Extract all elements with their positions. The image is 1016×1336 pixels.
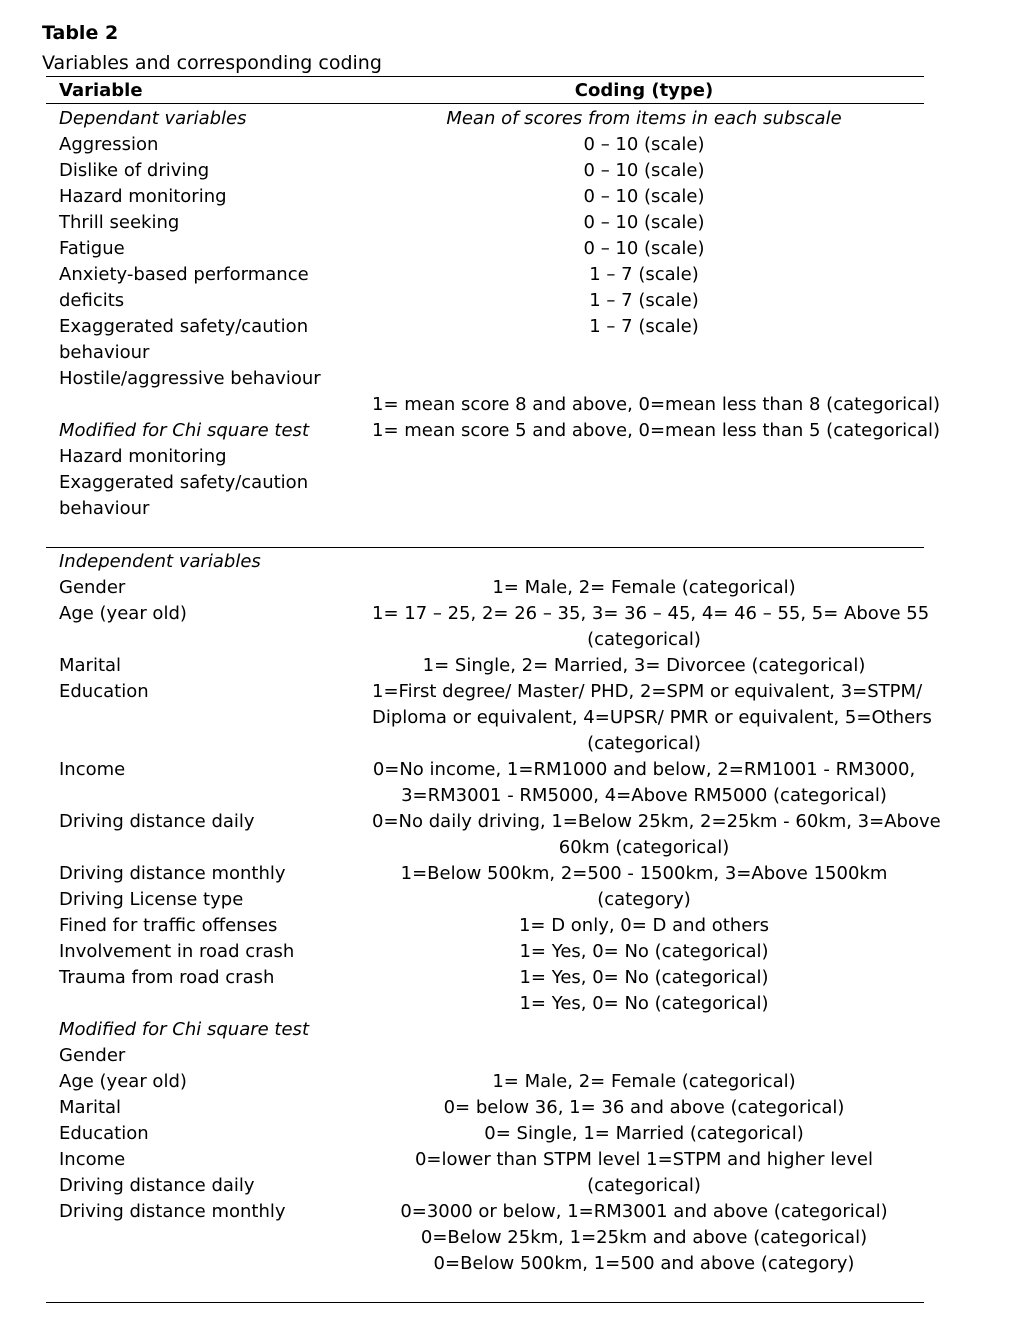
table-cell: behaviour bbox=[59, 498, 150, 519]
table-cell bbox=[59, 835, 379, 861]
table-cell: 1=Below 500km, 2=500 - 1500km, 3=Above 1500km bbox=[400, 863, 888, 884]
table-cell: Modified for Chi square test bbox=[59, 420, 309, 441]
table-cell: 1 – 7 (scale) bbox=[589, 290, 699, 311]
table-cell: Diploma or equivalent, 4=UPSR/ PMR or equivalent, 5=Others bbox=[372, 707, 932, 728]
table-cell: 1= mean score 5 and above, 0=mean less than 5 (categorical) bbox=[372, 420, 941, 441]
table-cell bbox=[59, 392, 379, 418]
table-cell: Gender bbox=[59, 577, 126, 598]
table-cell: 1= Male, 2= Female (categorical) bbox=[492, 1071, 796, 1092]
table-cell: 0=Below 25km, 1=25km and above (categorical) bbox=[420, 1227, 868, 1248]
table-cell: Age (year old) bbox=[59, 1071, 187, 1092]
table-cell bbox=[59, 705, 379, 731]
table-cell: Exaggerated safety/caution bbox=[59, 472, 309, 493]
bottom-rule bbox=[46, 1302, 924, 1303]
table-cell: 0=No income, 1=RM1000 and below, 2=RM1001 - RM3000, bbox=[372, 759, 916, 780]
table-cell: 0 – 10 (scale) bbox=[583, 238, 705, 259]
independent-coding-column bbox=[372, 549, 941, 1277]
table-cell: Independent variables bbox=[59, 551, 261, 572]
table-cell: 1= Male, 2= Female (categorical) bbox=[492, 577, 796, 598]
table-cell: Hazard monitoring bbox=[59, 446, 227, 467]
table-cell: Age (year old) bbox=[59, 603, 187, 624]
table-cell: 1= 17 – 25, 2= 26 – 35, 3= 36 – 45, 4= 46 – 55, 5= Above 55 bbox=[372, 603, 930, 624]
table-cell: 60km (categorical) bbox=[558, 837, 730, 858]
table-cell bbox=[372, 340, 916, 366]
table-cell: Marital bbox=[59, 655, 122, 676]
table-cell: 0 – 10 (scale) bbox=[583, 160, 705, 181]
table-cell: 1=First degree/ Master/ PHD, 2=SPM or equivalent, 3=STPM/ bbox=[372, 681, 923, 702]
table-cell: 0= Single, 1= Married (categorical) bbox=[484, 1123, 804, 1144]
table-cell: 1= Single, 2= Married, 3= Divorcee (categorical) bbox=[422, 655, 866, 676]
table-cell bbox=[372, 549, 916, 575]
table-cell: Dependant variables bbox=[59, 108, 247, 129]
table-cell: behaviour bbox=[59, 342, 150, 363]
table-cell: Dislike of driving bbox=[59, 160, 210, 181]
table-cell: 0=3000 or below, 1=RM3001 and above (categorical) bbox=[400, 1201, 888, 1222]
table-cell: 0 – 10 (scale) bbox=[583, 186, 705, 207]
table-cell: Mean of scores from items in each subscale bbox=[446, 108, 842, 129]
table-cell: (categorical) bbox=[587, 1175, 701, 1196]
table-cell: Trauma from road crash bbox=[59, 967, 275, 988]
table-cell: (category) bbox=[597, 889, 691, 910]
table-cell: Driving distance monthly bbox=[59, 863, 286, 884]
table-cell: Anxiety-based performance bbox=[59, 264, 309, 285]
table-cell: Driving distance monthly bbox=[59, 1201, 286, 1222]
table-cell: 0=No daily driving, 1=Below 25km, 2=25km - 60km, 3=Above bbox=[372, 811, 941, 832]
table-cell bbox=[372, 1017, 916, 1043]
table-cell: 1= Yes, 0= No (categorical) bbox=[519, 993, 769, 1014]
table-cell: Education bbox=[59, 681, 149, 702]
table-cell: 1= Yes, 0= No (categorical) bbox=[519, 967, 769, 988]
table-cell bbox=[372, 366, 916, 392]
table-cell: 0=lower than STPM level 1=STPM and higher level bbox=[414, 1149, 874, 1170]
table-cell: Marital bbox=[59, 1097, 122, 1118]
table-cell: 0= below 36, 1= 36 and above (categorical) bbox=[443, 1097, 845, 1118]
table-cell: 1 – 7 (scale) bbox=[589, 264, 699, 285]
table-cell: Education bbox=[59, 1123, 149, 1144]
table-cell bbox=[372, 1043, 916, 1069]
table-cell: Driving distance daily bbox=[59, 811, 255, 832]
table-cell: Modified for Chi square test bbox=[59, 1019, 309, 1040]
table-cell bbox=[59, 731, 379, 757]
table-cell: Thrill seeking bbox=[59, 212, 180, 233]
table-cell: (categorical) bbox=[587, 733, 701, 754]
table-cell: 1= D only, 0= D and others bbox=[518, 915, 770, 936]
table-cell: Exaggerated safety/caution bbox=[59, 316, 309, 337]
table-cell: 0=Below 500km, 1=500 and above (category) bbox=[433, 1253, 855, 1274]
table-cell: Hazard monitoring bbox=[59, 186, 227, 207]
table-cell: 1= Yes, 0= No (categorical) bbox=[519, 941, 769, 962]
table-cell: Aggression bbox=[59, 134, 159, 155]
table-cell: (categorical) bbox=[587, 629, 701, 650]
table-cell: Fatigue bbox=[59, 238, 125, 259]
table-cell: 0 – 10 (scale) bbox=[583, 134, 705, 155]
table-cell: 1 – 7 (scale) bbox=[589, 316, 699, 337]
table-cell: Driving distance daily bbox=[59, 1175, 255, 1196]
table-cell: Income bbox=[59, 759, 126, 780]
table-cell: Gender bbox=[59, 1045, 126, 1066]
table-cell bbox=[59, 627, 379, 653]
dependent-variables-column bbox=[59, 106, 379, 522]
table-cell: 0 – 10 (scale) bbox=[583, 212, 705, 233]
table-cell: Hostile/aggressive behaviour bbox=[59, 368, 321, 389]
table-cell: Driving License type bbox=[59, 889, 244, 910]
table-cell: deficits bbox=[59, 290, 125, 311]
table-cell: Involvement in road crash bbox=[59, 941, 295, 962]
header-variable: Variable bbox=[59, 80, 143, 101]
independent-variables-column bbox=[59, 549, 379, 1225]
top-rule bbox=[46, 76, 924, 77]
table-cell: 1= mean score 8 and above, 0=mean less than 8 (categorical) bbox=[372, 394, 941, 415]
dependent-coding-column bbox=[372, 106, 941, 444]
header-coding: Coding (type) bbox=[574, 80, 714, 101]
table-cell: Fined for traffic offenses bbox=[59, 915, 278, 936]
table-caption: Variables and corresponding coding bbox=[42, 52, 382, 74]
table-cell: Income bbox=[59, 1149, 126, 1170]
header-rule bbox=[46, 103, 924, 104]
table-cell: 3=RM3001 - RM5000, 4=Above RM5000 (categorical) bbox=[401, 785, 887, 806]
table-label: Table 2 bbox=[42, 22, 119, 44]
section-rule bbox=[46, 547, 924, 548]
table-cell bbox=[59, 783, 379, 809]
table-cell bbox=[59, 991, 379, 1017]
